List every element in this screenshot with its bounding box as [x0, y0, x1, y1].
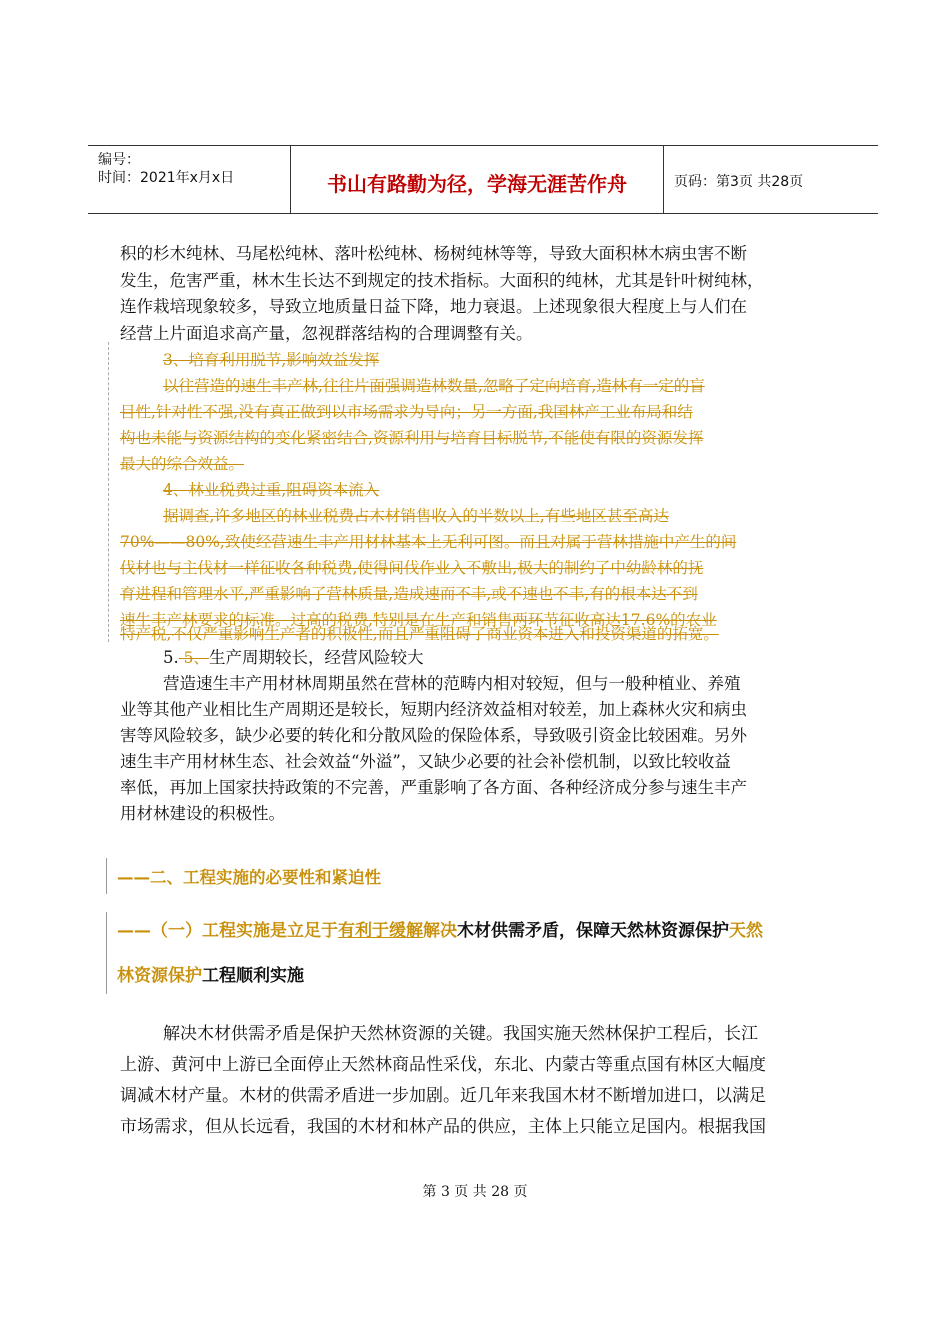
subsection-heading-line2	[117, 961, 857, 986]
body-line: 发生，危害严重，林木生长达不到规定的技术指标。大面积的纯林，尤其是针叶树纯林，	[120, 271, 764, 290]
deleted-line-last: 特产税,不仅严重影响生产者的积极性,而且严重阻碍了商业资本进入和投资渠道的拓宽。	[120, 625, 719, 643]
body-line: 积的杉木纯林、马尾松纯林、落叶松纯林、杨树纯林等等，导致大面积林木病虫害不断	[120, 244, 747, 263]
body-line: 调减木材产量。木材的供需矛盾进一步加剧。近几年来我国木材不断增加进口，以满足	[120, 1086, 766, 1106]
revision-mark-line	[106, 858, 107, 894]
body-line: 解决木材供需矛盾是保护天然林资源的关键。我国实施天然林保护工程后，长江	[163, 1024, 758, 1044]
item5-number: 5.	[163, 648, 179, 667]
deleted-line: 据调查,许多地区的林业税费占木材销售收入的半数以上,有些地区甚至高达	[163, 507, 669, 525]
body-line: 速生丰产用材林生态、社会效益“外溢”，又缺少必要的社会补偿机制，以致比较收益	[120, 752, 731, 771]
inserted-text: 有利于缓解	[338, 921, 423, 941]
section-heading: ——二、工程实施的必要性和紧迫性	[117, 868, 381, 887]
page-footer: 第 3 页 共 28 页	[422, 1184, 528, 1200]
document-header	[88, 145, 878, 214]
body-line: 连作栽培现象较多，导致立地质量日益下降，地力衰退。上述现象很大程度上与人们在	[120, 297, 747, 316]
header-motto-cell	[291, 146, 664, 213]
subsection-prefix: ——（一）	[117, 921, 202, 941]
time-label: 时间：2021年x月x日	[98, 170, 235, 186]
body-line: 上游、黄河中上游已全面停止天然林商品性采伐，东北、内蒙古等重点国有林区大幅度	[120, 1055, 766, 1075]
header-meta-cell	[88, 146, 291, 213]
deleted-line: 目性,针对性不强,没有真正做到以市场需求为导向；另一方面,我国林产工业布局和结	[120, 403, 693, 421]
item5-heading	[163, 645, 903, 672]
header-page-cell	[664, 146, 878, 213]
deleted-line: 育进程和管理水平,严重影响了营林质量,造成速而不丰,或不速也不丰,有的根本达不到	[120, 585, 698, 603]
deleted-heading: 4、林业税费过重,阻碍资本流入	[163, 481, 380, 499]
deleted-line: 速生丰产林要求的标准。过高的税费,特别是在生产和销售两环节征收高达17.6%的农业	[120, 611, 717, 629]
subsection-text: 解决	[423, 921, 457, 941]
motto: 书山有路勤为径，学海无涯苦作舟	[327, 172, 627, 196]
page-label: 页码：第3页 共28页	[674, 174, 804, 190]
deleted-line: 最大的综合效益。	[120, 455, 245, 473]
subsection-heading-line1	[117, 916, 857, 941]
item5-title: 生产周期较长，经营风险较大	[209, 648, 424, 667]
item5-deleted-number: 5、	[178, 649, 210, 667]
body-line: 营造速生丰产用材林周期虽然在营林的范畴内相对较短，但与一般种植业、养殖	[163, 674, 741, 693]
revision-mark-line	[106, 912, 107, 994]
deleted-line: 70%——80%,致使经营速生丰产用材林基本上无利可图。而且对属于营林措施中产生的间	[120, 533, 737, 551]
body-line: 害等风险较多，缺少必要的转化和分散风险的保险体系，导致吸引资金比较困难。另外	[120, 726, 747, 745]
subsection-text: 工程实施是立足于	[202, 921, 338, 941]
subsection-text: 林资源保护	[117, 966, 202, 986]
body-line: 业等其他产业相比生产周期还是较长，短期内经济效益相对较差，加上森林火灾和病虫	[120, 700, 747, 719]
subsection-text: 工程顺利实施	[202, 966, 304, 986]
body-line: 率低，再加上国家扶持政策的不完善，严重影响了各方面、各种经济成分参与速生丰产	[120, 778, 747, 797]
body-line: 市场需求，但从长远看，我国的木材和林产品的供应，主体上只能立足国内。根据我国	[120, 1117, 766, 1137]
deleted-line: 以往营造的速生丰产林,往往片面强调造林数量,忽略了定向培育,造林有一定的盲	[163, 377, 705, 395]
deleted-line: 构也未能与资源结构的变化紧密结合,资源利用与培育目标脱节,不能使有限的资源发挥	[120, 429, 704, 447]
revision-change-bar	[108, 342, 109, 642]
body-line: 用材林建设的积极性。	[120, 804, 285, 823]
deleted-line: 伐材也与主伐材一样征收各种税费,使得间伐作业入不敷出,极大的制约了中幼龄林的抚	[120, 559, 704, 577]
number-label: 编号：	[98, 152, 140, 168]
subsection-text: 木材供需矛盾，保障天然林资源保护	[457, 921, 729, 941]
body-line: 经营上片面追求高产量，忽视群落结构的合理调整有关。	[120, 324, 533, 343]
subsection-text: 天然	[729, 921, 763, 941]
deleted-heading: 3、培育利用脱节,影响效益发挥	[163, 351, 380, 369]
